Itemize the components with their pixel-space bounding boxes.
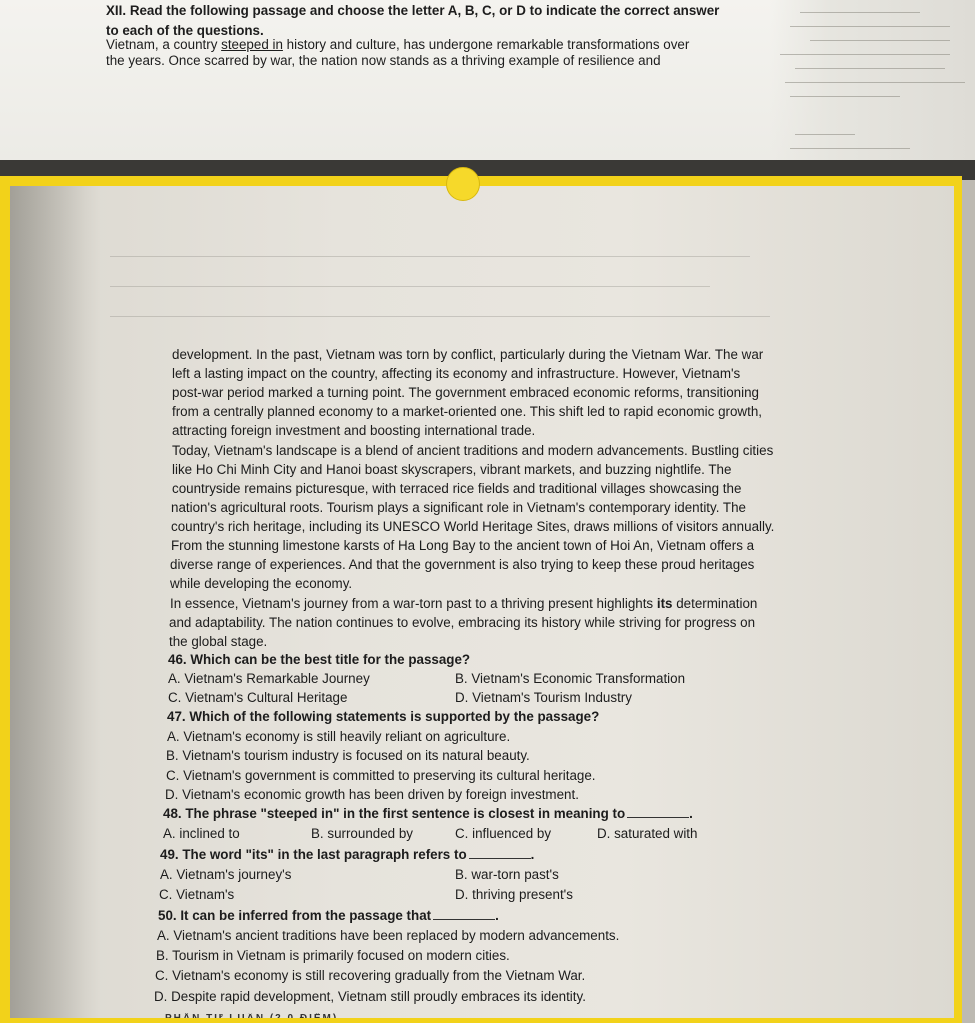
q50-option-a[interactable]: A. Vietnam's ancient traditions have been replaced by modern advancements. <box>157 928 620 943</box>
intro-line-2: the years. Once scarred by war, the nation now stands as a thriving example of resilience and <box>106 53 661 68</box>
passage-line: Today, Vietnam's landscape is a blend of ancient traditions and modern advancements. Bustling cities <box>172 443 774 458</box>
q50-option-b[interactable]: B. Tourism in Vietnam is primarily focused on modern cities. <box>156 948 510 963</box>
intro-line-1: Vietnam, a country steeped in history and culture, has undergone remarkable transformations over <box>106 37 690 52</box>
q47-option-d[interactable]: D. Vietnam's economic growth has been driven by foreign investment. <box>165 787 579 802</box>
bleed-through-notes <box>770 0 975 160</box>
q49-option-d[interactable]: D. thriving present's <box>455 887 573 902</box>
passage-line: countryside remains picturesque, with terraced rice fields and traditional villages showcasing the <box>172 481 742 496</box>
q50-option-d[interactable]: D. Despite rapid development, Vietnam still proudly embraces its identity. <box>154 989 586 1004</box>
passage-line: From the stunning limestone karsts of Ha Long Bay to the ancient town of Hoi An, Vietnam offers a <box>171 538 755 553</box>
q49-option-a[interactable]: A. Vietnam's journey's <box>160 867 292 882</box>
passage-line: the global stage. <box>169 634 268 649</box>
q46-option-a[interactable]: A. Vietnam's Remarkable Journey <box>168 671 370 686</box>
question-46: 46. Which can be the best title for the passage? <box>168 652 471 667</box>
question-47: 47. Which of the following statements is supported by the passage? <box>167 709 600 724</box>
answer-blank <box>433 919 495 920</box>
passage-line: like Ho Chi Minh City and Hanoi boast skyscrapers, vibrant markets, and buzzing nightlife. The <box>172 462 732 477</box>
passage-line: In essence, Vietnam's journey from a war-torn past to a thriving present highlights its determination <box>170 596 758 611</box>
q50-option-c[interactable]: C. Vietnam's economy is still recovering gradually from the Vietnam War. <box>155 968 586 983</box>
passage-line: attracting foreign investment and boosting international trade. <box>172 423 536 438</box>
q49-option-b[interactable]: B. war-torn past's <box>455 867 559 882</box>
frame-knob <box>446 167 480 201</box>
question-49: 49. The word "its" in the last paragraph refers to . <box>160 847 535 862</box>
its-word: its <box>656 596 673 611</box>
passage-line: development. In the past, Vietnam was torn by conflict, particularly during the Vietnam War. The war <box>172 347 764 362</box>
q48-option-a[interactable]: A. inclined to <box>163 826 240 841</box>
q48-option-b[interactable]: B. surrounded by <box>311 826 413 841</box>
q47-option-c[interactable]: C. Vietnam's government is committed to preserving its cultural heritage. <box>166 768 596 783</box>
passage-line: diverse range of experiences. And that the government is also trying to keep these proud heritages <box>170 557 755 572</box>
q46-option-c[interactable]: C. Vietnam's Cultural Heritage <box>168 690 348 705</box>
q46-option-d[interactable]: D. Vietnam's Tourism Industry <box>455 690 632 705</box>
underlined-phrase: steeped in <box>221 37 283 52</box>
question-48: 48. The phrase "steeped in" in the first sentence is closest in meaning to . <box>163 806 693 821</box>
passage-line: country's rich heritage, including its UNESCO World Heritage Sites, draws millions of visitors annually. <box>171 519 775 534</box>
section-instruction: XII. Read the following passage and choose the letter A, B, C, or D to indicate the correct answer <box>106 3 720 18</box>
q46-option-b[interactable]: B. Vietnam's Economic Transformation <box>455 671 686 686</box>
question-50: 50. It can be inferred from the passage that . <box>158 908 499 923</box>
passage-line: post-war period marked a turning point. The government embraced economic reforms, transitioning <box>172 385 759 400</box>
passage-line: while developing the economy. <box>170 576 353 591</box>
q48-option-d[interactable]: D. saturated with <box>597 826 698 841</box>
passage-line: from a centrally planned economy to a market-oriented one. This shift led to rapid economic growth, <box>172 404 762 419</box>
passage-line: left a lasting impact on the country, affecting its economy and infrastructure. However, Vietnam's <box>172 366 741 381</box>
sheet-shadow <box>10 186 100 1023</box>
passage-line: and adaptability. The nation continues to evolve, embracing its history while striving for progress on <box>169 615 756 630</box>
passage-line: nation's agricultural roots. Tourism plays a significant role in Vietnam's contemporary identity. The <box>171 500 746 515</box>
q49-option-c[interactable]: C. Vietnam's <box>159 887 235 902</box>
answer-blank <box>627 817 689 818</box>
q48-option-c[interactable]: C. influenced by <box>455 826 552 841</box>
q47-option-a[interactable]: A. Vietnam's economy is still heavily reliant on agriculture. <box>167 729 511 744</box>
answer-blank <box>469 858 531 859</box>
section-instruction-cont: to each of the questions. <box>106 23 264 38</box>
q47-option-b[interactable]: B. Vietnam's tourism industry is focused on its natural beauty. <box>166 748 530 763</box>
yellow-frame-bottom <box>0 1018 962 1023</box>
